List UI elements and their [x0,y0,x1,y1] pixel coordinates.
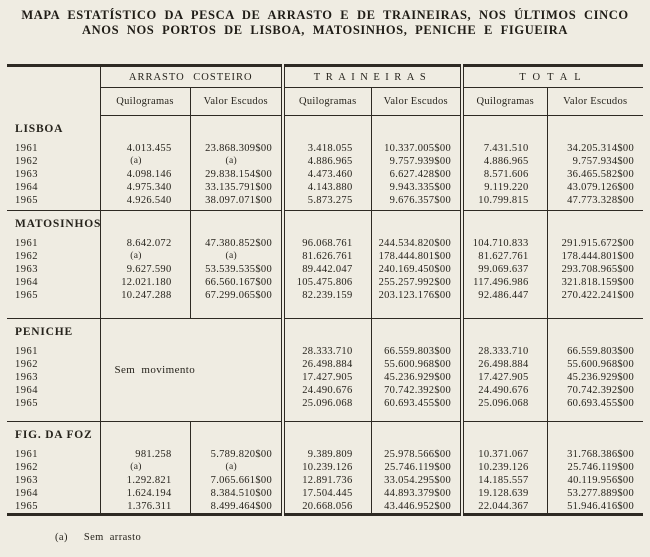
data-row-fig-da-foz-1962 [7,461,643,474]
table-cell [100,116,190,142]
corner-cell [7,66,100,116]
spacer-cell [371,513,462,515]
table-cell: 28.333.710 [283,345,371,358]
year-label: 1962 [15,250,38,262]
table-cell: 10.239.126 [462,461,547,474]
column-header-total-quilogramas: Quilogramas [462,88,547,116]
table-cell: (a) [190,155,283,168]
year-label: 1964 [15,487,38,499]
section-row-fig-da-foz [7,422,643,448]
table-cell: 25.978.566$00 [371,448,462,461]
spacer-cell [371,302,462,319]
data-row-matosinhos-1962 [7,250,643,263]
year-label: 1963 [15,474,38,486]
table-cell: 25.096.068 [283,397,371,410]
table-cell: 4.975.340 [100,181,190,194]
year-label: 1962 [15,461,38,473]
no-movement-note: Sem movimento [100,319,283,422]
table-cell: 4.098.146 [100,168,190,181]
statistics-table [7,64,643,516]
table-cell: 66.560.167$00 [190,276,283,289]
year-label: 1962 [15,358,38,370]
year-label: 1961 [15,237,38,249]
spacer-cell [190,302,283,319]
table-cell: 89.442.047 [283,263,371,276]
table-cell: 291.915.672$00 [547,237,643,250]
table-cell: 29.838.154$00 [190,168,283,181]
year-label: 1964 [15,384,38,396]
table-cell: 270.422.241$00 [547,289,643,302]
table-cell: 31.768.386$00 [547,448,643,461]
spacer-cell [7,410,100,422]
spacer-cell [371,410,462,422]
table-cell: 255.257.992$00 [371,276,462,289]
year-label: 1963 [15,263,38,275]
spacer-cell [462,410,547,422]
table-cell: 293.708.965$00 [547,263,643,276]
year-label: 1964 [15,276,38,288]
table-body [7,116,643,515]
data-row-fig-da-foz-1965 [7,500,643,513]
data-row-lisboa-1961 [7,142,643,155]
table-cell [190,211,283,237]
table-cell: 33.135.791$00 [190,181,283,194]
column-header-traineiras-valor-escudos: Valor Escudos [371,88,462,116]
table-cell: 6.627.428$00 [371,168,462,181]
table-cell: 34.205.314$00 [547,142,643,155]
table-cell: 81.626.761 [283,250,371,263]
table-cell: 3.418.055 [283,142,371,155]
table-cell: 55.600.968$00 [547,358,643,371]
data-row-lisboa-1964 [7,181,643,194]
table-cell: 8.384.510$00 [190,487,283,500]
table-cell: 1.624.194 [100,487,190,500]
table-cell: 1.376.311 [100,500,190,513]
table-cell: 4.143.880 [283,181,371,194]
year-label: 1961 [15,345,38,357]
table-cell [462,211,547,237]
table-cell: (a) [100,461,190,474]
table-cell: 105.475.806 [283,276,371,289]
year-label: 1965 [15,194,38,206]
port-label: FIG. DA FOZ [7,422,100,448]
table-cell: (a) [100,250,190,263]
section-row-peniche [7,319,643,345]
table-cell: 7.431.510 [462,142,547,155]
document-title [0,8,650,38]
table-cell: 25.746.119$00 [371,461,462,474]
spacer-cell [7,513,100,515]
footnote [55,532,141,543]
table-cell: 981.258 [100,448,190,461]
column-header-traineiras-quilogramas: Quilogramas [283,88,371,116]
table-cell [547,319,643,345]
column-header-arrasto-quilogramas: Quilogramas [100,88,190,116]
table-cell [190,422,283,448]
year-label: 1964 [15,181,38,193]
table-cell: 117.496.986 [462,276,547,289]
table-cell: 92.486.447 [462,289,547,302]
spacer-cell [100,302,190,319]
year-label: 1965 [15,500,38,512]
section-spacer [7,513,643,515]
table-cell: 24.490.676 [283,384,371,397]
year-label: 1961 [15,142,38,154]
table-cell [283,211,371,237]
table-cell: 45.236.929$00 [547,371,643,384]
table-cell: 9.119.220 [462,181,547,194]
table-cell: (a) [190,250,283,263]
table-cell: 38.097.071$00 [190,194,283,207]
table-cell: 10.337.005$00 [371,142,462,155]
table-cell: 28.333.710 [462,345,547,358]
table-cell: 19.128.639 [462,487,547,500]
table-cell [462,116,547,142]
spacer-cell [547,513,643,515]
table-cell: 23.868.309$00 [190,142,283,155]
table-cell: 43.446.952$00 [371,500,462,513]
table-cell: 25.096.068 [462,397,547,410]
table-cell: 12.021.180 [100,276,190,289]
table-cell: 22.044.367 [462,500,547,513]
document-title-line-2: ANOS NOS PORTOS DE LISBOA, MATOSINHOS, PENICHE E FIGUEIRA [82,23,568,37]
column-header-arrasto-valor-escudos: Valor Escudos [190,88,283,116]
section-row-matosinhos [7,211,643,237]
sub-header-row [7,88,643,116]
table-cell: 81.627.761 [462,250,547,263]
table-header [7,66,643,116]
table-cell [547,116,643,142]
year-label: 1961 [15,448,38,460]
table-cell: 17.427.905 [283,371,371,384]
table-cell: 99.069.637 [462,263,547,276]
group-header-traineiras: TRAINEIRAS [283,66,462,88]
section-row-lisboa [7,116,643,142]
spacer-cell [547,302,643,319]
table-cell [371,319,462,345]
table-cell: 33.054.295$00 [371,474,462,487]
table-cell: 14.185.557 [462,474,547,487]
data-row-matosinhos-1963 [7,263,643,276]
table-cell: 17.427.905 [462,371,547,384]
table-cell: 53.539.535$00 [190,263,283,276]
port-label: MATOSINHOS [7,211,100,237]
table-cell: 25.746.119$00 [547,461,643,474]
year-label: 1963 [15,371,38,383]
footnote-marker: (a) [55,532,68,543]
table-cell: 178.444.801$00 [371,250,462,263]
table-cell: 4.473.460 [283,168,371,181]
table-cell [371,422,462,448]
table-cell: 5.789.820$00 [190,448,283,461]
table-cell: 47.773.328$00 [547,194,643,207]
data-row-matosinhos-1961 [7,237,643,250]
table-cell: 51.946.416$00 [547,500,643,513]
table-cell: 43.079.126$00 [547,181,643,194]
table-cell: 24.490.676 [462,384,547,397]
table-cell: 8.571.606 [462,168,547,181]
table-cell: 26.498.884 [462,358,547,371]
table-cell: (a) [100,155,190,168]
table-cell: 60.693.455$00 [547,397,643,410]
table-cell: 10.239.126 [283,461,371,474]
table-cell [371,211,462,237]
scanned-document-page [0,8,650,557]
table-cell: 96.068.761 [283,237,371,250]
table-cell: 9.627.590 [100,263,190,276]
table-cell: 53.277.889$00 [547,487,643,500]
data-row-lisboa-1963 [7,168,643,181]
table-cell: 26.498.884 [283,358,371,371]
table-cell: 12.891.736 [283,474,371,487]
table-cell [371,116,462,142]
table-cell [100,211,190,237]
table-cell: 36.465.582$00 [547,168,643,181]
spacer-cell [462,302,547,319]
table-cell: 60.693.455$00 [371,397,462,410]
table-cell: 9.757.939$00 [371,155,462,168]
table-cell [462,319,547,345]
table-cell: 203.123.176$00 [371,289,462,302]
table-cell: 45.236.929$00 [371,371,462,384]
spacer-cell [283,513,371,515]
table-cell: 47.380.852$00 [190,237,283,250]
table-cell: 40.119.956$00 [547,474,643,487]
table-cell: 44.893.379$00 [371,487,462,500]
table-cell: 10.371.067 [462,448,547,461]
year-label: 1965 [15,397,38,409]
table-cell: 178.444.801$00 [547,250,643,263]
table-cell: 104.710.833 [462,237,547,250]
table-cell: 70.742.392$00 [371,384,462,397]
table-cell [462,422,547,448]
port-label: PENICHE [7,319,100,345]
data-row-matosinhos-1965 [7,289,643,302]
table-cell [283,319,371,345]
data-row-lisboa-1965 [7,194,643,207]
table-cell: 8.642.072 [100,237,190,250]
table-cell: 17.504.445 [283,487,371,500]
footnote-text: Sem arrasto [83,532,142,543]
table-cell: 321.818.159$00 [547,276,643,289]
table-cell: 55.600.968$00 [371,358,462,371]
table-cell: 9.757.934$00 [547,155,643,168]
column-header-total-valor-escudos: Valor Escudos [547,88,643,116]
table-cell: 70.742.392$00 [547,384,643,397]
table-cell: 9.943.335$00 [371,181,462,194]
table-cell: 20.668.056 [283,500,371,513]
year-label: 1965 [15,289,38,301]
table-cell: 4.013.455 [100,142,190,155]
data-row-fig-da-foz-1961 [7,448,643,461]
table-cell: 5.873.275 [283,194,371,207]
group-header-total: TOTAL [462,66,643,88]
spacer-cell [190,513,283,515]
table-cell [100,422,190,448]
spacer-cell [7,302,100,319]
spacer-cell [547,410,643,422]
table-cell: 9.389.809 [283,448,371,461]
table-cell: 82.239.159 [283,289,371,302]
table-cell [547,422,643,448]
section-spacer [7,302,643,319]
table-cell: 7.065.661$00 [190,474,283,487]
table-cell: 1.292.821 [100,474,190,487]
table-cell [283,116,371,142]
table-cell: 66.559.803$00 [547,345,643,358]
table-cell: 10.247.288 [100,289,190,302]
data-row-fig-da-foz-1964 [7,487,643,500]
table-cell: 66.559.803$00 [371,345,462,358]
spacer-cell [283,410,371,422]
table-cell: 4.886.965 [283,155,371,168]
table-cell: 240.169.450$00 [371,263,462,276]
table-cell: 244.534.820$00 [371,237,462,250]
table-cell [190,116,283,142]
data-row-fig-da-foz-1963 [7,474,643,487]
table-cell: 8.499.464$00 [190,500,283,513]
group-header-row [7,66,643,88]
spacer-cell [462,513,547,515]
table-cell: 10.799.815 [462,194,547,207]
spacer-cell [100,513,190,515]
data-row-lisboa-1962 [7,155,643,168]
table-cell: 9.676.357$00 [371,194,462,207]
table-cell: 4.886.965 [462,155,547,168]
table-cell: 4.926.540 [100,194,190,207]
table-cell: 67.299.065$00 [190,289,283,302]
table-cell: (a) [190,461,283,474]
data-row-matosinhos-1964 [7,276,643,289]
spacer-cell [283,302,371,319]
year-label: 1962 [15,155,38,167]
table-cell [283,422,371,448]
group-header-arrasto-costeiro: ARRASTO COSTEIRO [100,66,283,88]
year-label: 1963 [15,168,38,180]
table-cell [547,211,643,237]
document-title-line-1: MAPA ESTATÍSTICO DA PESCA DE ARRASTO E DE TRAINEIRAS, NOS ÚLTIMOS CINCO [21,8,629,22]
port-label: LISBOA [15,122,64,135]
